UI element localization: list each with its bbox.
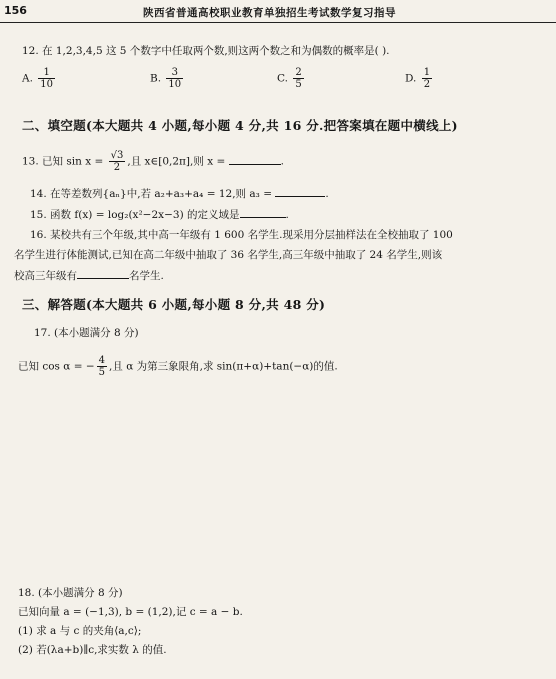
q14-answer-blank[interactable] — [275, 186, 325, 197]
q15-text: 15. 函数 f(x) = log₂(x²−2x−3) 的定义域是 — [30, 209, 240, 221]
q12-option-d — [405, 67, 434, 90]
section-title-solution: 三、解答题(本大题共 6 小题,每小题 8 分,共 48 分) — [22, 297, 326, 312]
q16-line-2: 名学生进行体能测试,已知在高二年级中抽取了 36 名学生,高三年级中抽取了 24 名学生,则该 — [14, 249, 443, 261]
option-fraction: $\frac{1}{2}$ — [423, 67, 431, 90]
q13-end: . — [280, 155, 284, 168]
q18-line-1: 已知向量 a = (−1,3), b = (1,2),记 c = a − b. — [18, 606, 243, 618]
q18-head: 18. (本小题满分 8 分) — [18, 587, 123, 599]
q15-end: . — [285, 209, 289, 221]
option-fraction: $\frac{3}{10}$ — [168, 67, 182, 90]
q18-line-2: (1) 求 a 与 c 的夹角⟨a,c⟩; — [18, 625, 142, 637]
q16-answer-blank[interactable] — [77, 268, 129, 279]
q18-line-3: (2) 若(λa+b)∥c,求实数 λ 的值. — [18, 644, 167, 656]
q14-end: . — [325, 188, 329, 200]
q14-text: 14. 在等差数列{aₙ}中,若 a₂+a₃+a₄ = 12,则 a₃ = — [30, 188, 276, 200]
q17-body — [18, 355, 338, 378]
q12-option-b — [150, 67, 185, 90]
q17-fraction: $\frac{4}{5}$ — [98, 355, 106, 378]
running-title: 陕西省普通高校职业教育单独招生考试数学复习指导 — [143, 7, 396, 19]
page-header — [0, 0, 556, 23]
option-letter: D. — [405, 72, 417, 85]
q13-answer-blank[interactable] — [229, 154, 281, 165]
page-number: 156 — [4, 4, 27, 17]
q13-fraction: $\frac{√3}{2}$ — [110, 150, 124, 173]
q12-option-a — [22, 67, 57, 90]
q15 — [30, 207, 289, 222]
q16-line-1: 16. 某校共有三个年级,其中高一年级有 1 600 名学生.现采用分层抽样法在全校抽取了 100 — [30, 229, 453, 241]
q16-line-3 — [14, 268, 164, 283]
section-title-fill-in: 二、填空题(本大题共 4 小题,每小题 4 分,共 16 分.把答案填在题中横线上) — [22, 118, 458, 133]
q17-suffix: ,且 α 为第三象限角,求 sin(π+α)+tan(−α)的值. — [109, 360, 338, 373]
q13-suffix: ,且 x∈[0,2π],则 x = — [127, 155, 229, 168]
q15-answer-blank[interactable] — [240, 207, 286, 218]
q14 — [30, 186, 329, 201]
option-letter: B. — [150, 72, 162, 85]
q12-stem: 12. 在 1,2,3,4,5 这 5 个数字中任取两个数,则这两个数之和为偶数的概率是( ). — [22, 45, 390, 57]
q16-suffix: 名学生. — [129, 270, 164, 282]
q13 — [22, 150, 284, 173]
option-letter: C. — [277, 72, 288, 85]
q17-prefix: 已知 cos α = − — [18, 360, 95, 373]
option-letter: A. — [22, 72, 33, 85]
q12-option-c — [277, 67, 306, 90]
option-fraction: $\frac{2}{5}$ — [295, 67, 302, 90]
q16-prefix: 校高三年级有 — [14, 270, 77, 282]
option-fraction: $\frac{1}{10}$ — [40, 67, 53, 90]
q13-prefix: 13. 已知 sin x = — [22, 155, 107, 168]
q17-head: 17. (本小题满分 8 分) — [34, 327, 139, 339]
